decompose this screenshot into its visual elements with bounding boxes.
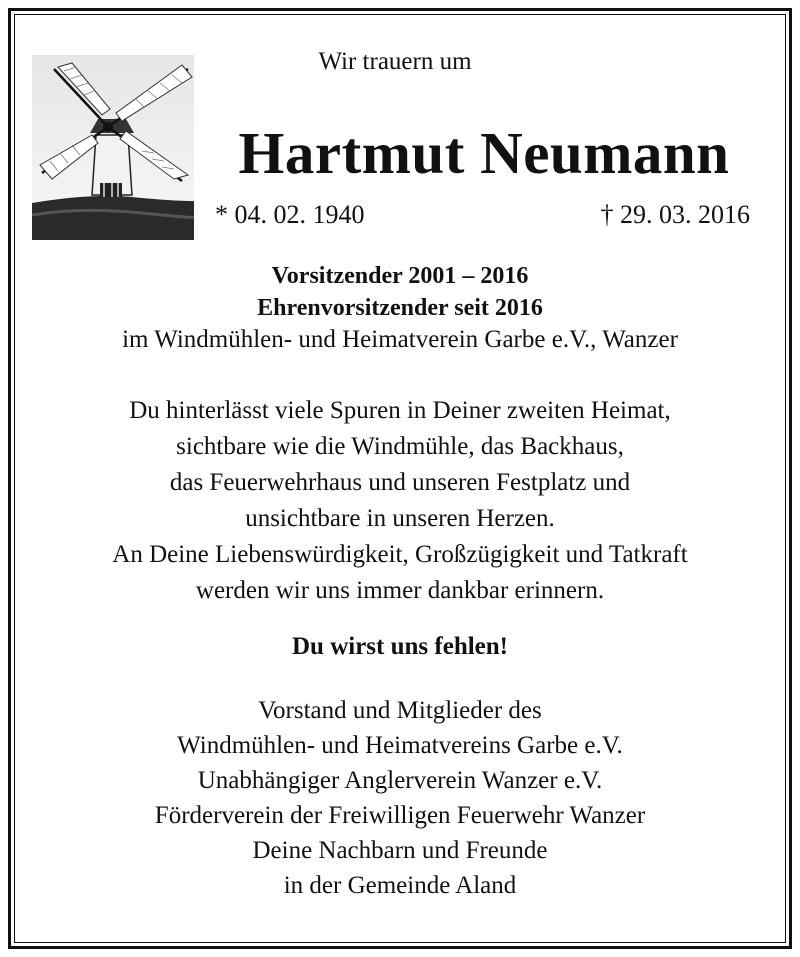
verse-line: werden wir uns immer dankbar erinnern. xyxy=(195,577,605,604)
role-chairman: Vorsitzender 2001 – 2016 xyxy=(271,263,529,289)
verse-block xyxy=(20,393,780,609)
signatory-line: Unabhängiger Anglerverein Wanzer e.V. xyxy=(197,767,603,794)
verse-line: An Deine Liebenswürdigkeit, Großzügigkeit und Tatkraft xyxy=(112,541,688,568)
death-date: † 29. 03. 2016 xyxy=(600,200,750,229)
closing-line: Du wirst uns fehlen! xyxy=(292,633,508,660)
signatories-block xyxy=(20,693,780,903)
verse-line: unsichtbare in unseren Herzen. xyxy=(245,505,555,532)
birth-date: * 04. 02. 1940 xyxy=(215,200,365,229)
intro-line: Wir trauern um xyxy=(318,48,472,75)
signatory-line: Förderverein der Freiwilligen Feuerwehr Wanzer xyxy=(154,802,646,829)
role-honorary-chairman: Ehrenvorsitzender seit 2016 xyxy=(257,295,543,321)
signatory-line: in der Gemeinde Aland xyxy=(283,872,517,899)
signatory-line: Windmühlen- und Heimatvereins Garbe e.V. xyxy=(177,732,623,759)
role-association: im Windmühlen- und Heimatverein Garbe e.V., Wanzer xyxy=(122,326,678,353)
verse-line: das Feuerwehrhaus und unseren Festplatz und xyxy=(169,469,631,496)
signatory-line: Deine Nachbarn und Freunde xyxy=(252,837,548,864)
deceased-name: Hartmut Neumann xyxy=(238,120,730,186)
windmill-photo xyxy=(32,55,194,240)
windmill-icon xyxy=(32,55,194,240)
signatory-line: Vorstand und Mitglieder des xyxy=(258,697,542,724)
roles-block xyxy=(20,260,780,356)
verse-line: Du hinterlässt viele Spuren in Deiner zweiten Heimat, xyxy=(129,397,671,424)
verse-line: sichtbare wie die Windmühle, das Backhaus, xyxy=(176,433,624,460)
